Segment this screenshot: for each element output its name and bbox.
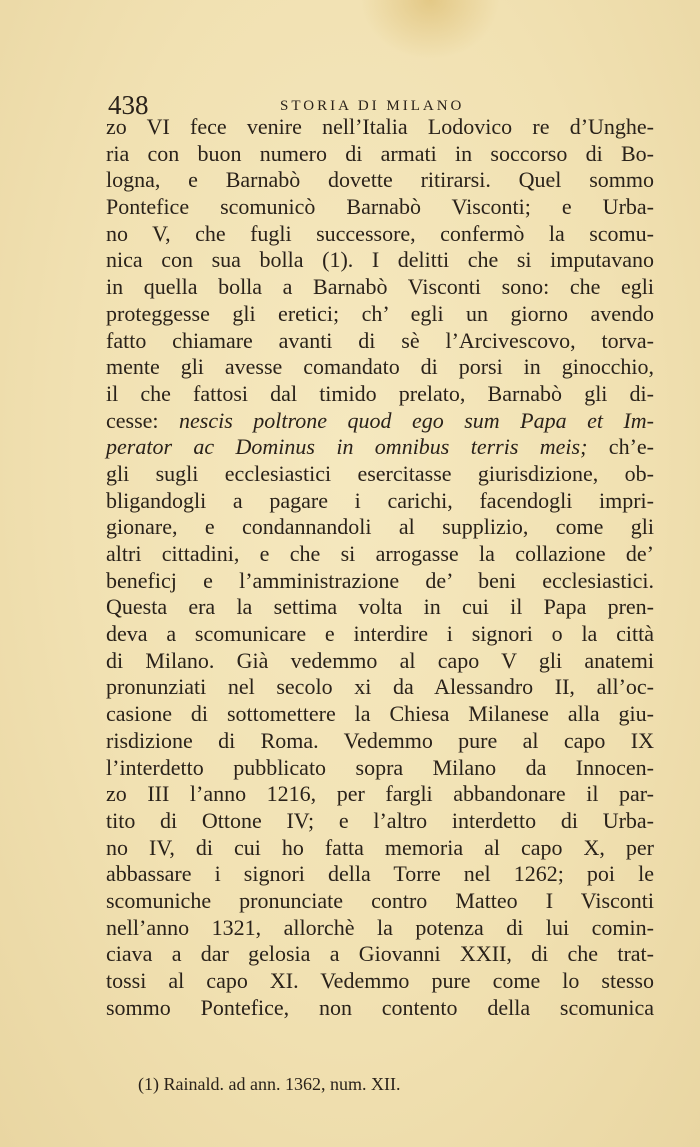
latin-quote: nescis poltrone quod ego sum Papa et Im- [179, 407, 654, 433]
text-line: beneficj e l’amministrazione de’ beni ecclesiastici. [106, 567, 654, 593]
text-line: abbassare i signori della Torre nel 1262; poi le [106, 861, 654, 887]
text-line: sommo Pontefice, non contento della scomunica [106, 994, 654, 1020]
text-line: Pontefice scomunicò Barnabò Visconti; e Urba- [106, 194, 654, 220]
body-text [106, 114, 654, 1021]
text-line: tossi al capo XI. Vedemmo pure come lo stesso [106, 968, 654, 993]
text-line: nell’anno 1321, allorchè la potenza di lui comin- [106, 914, 654, 940]
text-line: no V, che fugli successore, confermò la scomu- [106, 220, 654, 246]
text-line: in quella bolla a Barnabò Visconti sono: che egli [106, 274, 654, 300]
text-line: risdizione di Roma. Vedemmo pure al capo IX [106, 727, 654, 753]
text-line: pronunziati nel secolo xi da Alessandro II, all’oc- [106, 674, 654, 700]
text-line: zo VI fece venire nell’Italia Lodovico re d’Unghe- [106, 114, 654, 139]
page-number: 438 [108, 90, 149, 120]
text-line: ria con buon numero di armati in soccorso di Bo- [106, 140, 654, 166]
text-line: logna, e Barnabò dovette ritirarsi. Quel sommo [106, 167, 654, 193]
paper-stain [360, 0, 500, 60]
text-line: casione di sottomettere la Chiesa Milanese alla giu- [106, 701, 654, 727]
text-line: gli sugli ecclesiastici esercitasse giurisdizione, ob- [106, 460, 654, 486]
text-line: bligandogli a pagare i carichi, facendogli impri- [106, 487, 654, 513]
text-line: no IV, di cui ho fatta memoria al capo X, per [106, 834, 654, 860]
text-line: di Milano. Già vedemmo al capo V gli anatemi [106, 647, 654, 673]
text-line: l’interdetto pubblicato sopra Milano da Innocen- [106, 754, 654, 780]
text-line: deva a scomunicare e interdire i signori o la città [106, 621, 654, 647]
text-line: altri cittadini, e che si arrogasse la collazione de’ [106, 541, 654, 566]
text-line: gionare, e condannandoli al supplizio, come gli [106, 514, 654, 540]
footnote: (1) Rainald. ad ann. 1362, num. XII. [138, 1074, 401, 1094]
text-line: il che fattosi dal timido prelato, Barnabò gli di- [106, 380, 654, 406]
text-line: tito di Ottone IV; e l’altro interdetto di Urba- [106, 807, 654, 833]
text-line: perator ac Dominus in omnibus terris meis; ch’e- [106, 434, 654, 460]
text-line: zo III l’anno 1216, per fargli abbandonare il par- [106, 781, 654, 807]
running-title: STORIA DI MILANO [280, 98, 465, 114]
text-line: ciava a dar gelosia a Giovanni XXII, di che trat- [106, 941, 654, 967]
text-line: cesse: nescis poltrone quod ego sum Papa et Im- [106, 407, 654, 433]
text-line: Questa era la settima volta in cui il Papa pren- [106, 594, 654, 620]
text-line: mente gli avesse comandato di porsi in ginocchio, [106, 354, 654, 380]
text-line: fatto chiamare avanti di sè l’Arcivescovo, torva- [106, 327, 654, 353]
text-line: proteggesse gli eretici; ch’ egli un giorno avendo [106, 300, 654, 326]
text-line: scomuniche pronunciate contro Matteo I Visconti [106, 887, 654, 913]
latin-quote: perator ac Dominus in omnibus terris meis; [106, 434, 588, 460]
text-line: nica con sua bolla (1). I delitti che si imputavano [106, 247, 654, 273]
